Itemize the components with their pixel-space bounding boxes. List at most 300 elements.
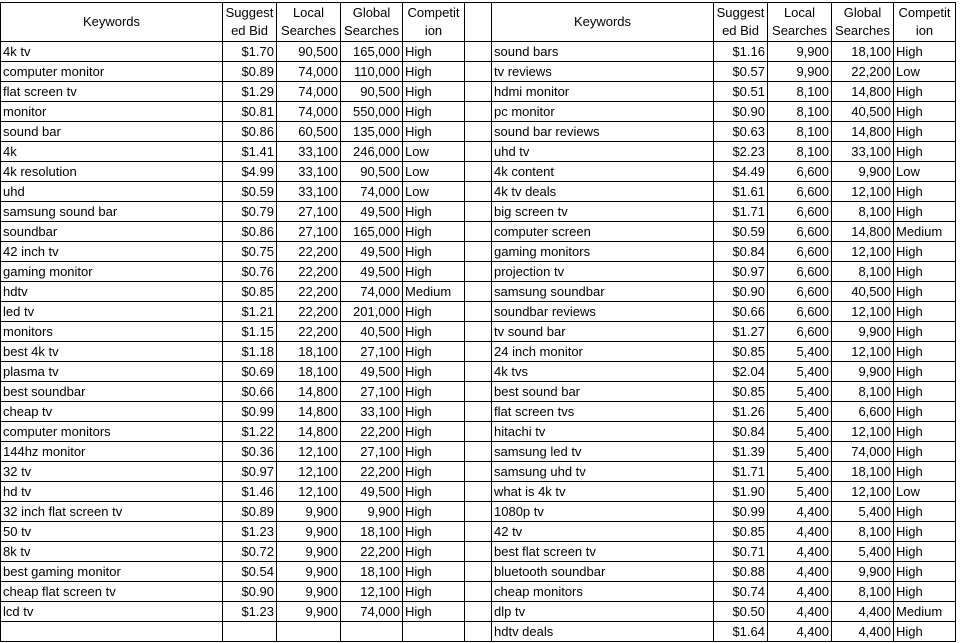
bid-cell: $1.90 [714,482,768,502]
spacer-cell [465,342,492,362]
competition-cell: High [403,542,465,562]
competition-cell: High [403,322,465,342]
competition-cell: High [894,142,956,162]
spacer-cell [465,462,492,482]
bid-cell: $0.97 [223,462,277,482]
keyword-cell: 4k tvs [492,362,714,382]
local-searches-cell: 5,400 [768,402,832,422]
global-searches-cell: 4,400 [832,622,894,642]
spacer-cell [465,302,492,322]
global-searches-cell: 40,500 [832,282,894,302]
competition-cell: High [894,382,956,402]
bid-cell: $1.23 [223,522,277,542]
competition-cell: High [403,402,465,422]
local-searches-cell: 74,000 [277,82,341,102]
global-searches-cell: 27,100 [341,382,403,402]
local-searches-cell: 22,200 [277,282,341,302]
table-row [1,562,956,582]
spacer-cell [465,262,492,282]
bid-cell: $0.59 [714,222,768,242]
table-row [1,362,956,382]
keyword-cell: 8k tv [1,542,223,562]
local-searches-cell: 6,600 [768,322,832,342]
spacer-cell [465,162,492,182]
keyword-cell: hitachi tv [492,422,714,442]
table-row [1,302,956,322]
global-searches-cell: 8,100 [832,522,894,542]
local-searches-cell: 5,400 [768,462,832,482]
global-searches-cell: 5,400 [832,542,894,562]
local-searches-cell: 33,100 [277,162,341,182]
competition-cell: High [403,122,465,142]
local-searches-cell: 9,900 [277,562,341,582]
bid-cell: $1.70 [223,42,277,62]
competition-cell: High [403,522,465,542]
global-searches-cell: 90,500 [341,82,403,102]
global-searches-cell: 9,900 [341,502,403,522]
global-searches-cell: 165,000 [341,222,403,242]
bid-cell: $1.21 [223,302,277,322]
header-keywords-left: Keywords [1,3,223,42]
keyword-cell: samsung soundbar [492,282,714,302]
keyword-cell: samsung uhd tv [492,462,714,482]
competition-cell: High [894,522,956,542]
table-row [1,462,956,482]
competition-cell: High [403,442,465,462]
bid-cell: $1.71 [714,462,768,482]
local-searches-cell: 4,400 [768,582,832,602]
competition-cell: Low [403,142,465,162]
local-searches-cell: 4,400 [768,502,832,522]
competition-cell: High [894,302,956,322]
keyword-cell: tv sound bar [492,322,714,342]
keyword-cell: flat screen tvs [492,402,714,422]
keyword-cell: sound bars [492,42,714,62]
spacer-cell [465,3,492,42]
local-searches-cell: 6,600 [768,222,832,242]
spacer-cell [465,522,492,542]
global-searches-cell: 9,900 [832,562,894,582]
competition-cell: High [894,282,956,302]
global-searches-cell: 74,000 [341,602,403,622]
competition-cell: High [894,342,956,362]
keyword-cell: best soundbar [1,382,223,402]
competition-cell: High [894,82,956,102]
table-row [1,582,956,602]
spacer-cell [465,102,492,122]
bid-cell: $1.16 [714,42,768,62]
keyword-cell: 4k [1,142,223,162]
global-searches-cell: 18,100 [341,562,403,582]
keyword-cell: soundbar [1,222,223,242]
spacer-cell [465,142,492,162]
competition-cell: High [403,482,465,502]
global-searches-cell: 27,100 [341,442,403,462]
local-searches-cell: 5,400 [768,442,832,462]
global-searches-cell: 12,100 [832,482,894,502]
global-searches-cell: 5,400 [832,502,894,522]
bid-cell: $0.76 [223,262,277,282]
global-searches-cell: 14,800 [832,222,894,242]
local-searches-cell: 5,400 [768,422,832,442]
bid-cell: $2.23 [714,142,768,162]
competition-cell: Low [894,482,956,502]
spacer-cell [465,582,492,602]
bid-cell: $0.57 [714,62,768,82]
table-row [1,622,956,642]
bid-cell: $1.64 [714,622,768,642]
global-searches-cell: 4,400 [832,602,894,622]
local-searches-cell: 74,000 [277,102,341,122]
local-searches-cell: 14,800 [277,402,341,422]
global-searches-cell: 201,000 [341,302,403,322]
local-searches-cell: 4,400 [768,542,832,562]
local-searches-cell: 9,900 [277,522,341,542]
global-searches-cell: 74,000 [832,442,894,462]
competition-cell: High [894,622,956,642]
competition-cell: High [403,82,465,102]
spacer-cell [465,322,492,342]
local-searches-cell: 33,100 [277,182,341,202]
header-competition-right: Competit ion [894,3,956,42]
local-searches-cell: 8,100 [768,122,832,142]
bid-cell: $2.04 [714,362,768,382]
keyword-cell: 4k content [492,162,714,182]
local-searches-cell: 5,400 [768,342,832,362]
table-row [1,82,956,102]
local-searches-cell: 6,600 [768,262,832,282]
local-searches-cell: 74,000 [277,62,341,82]
keyword-cell: hdtv [1,282,223,302]
spacer-cell [465,602,492,622]
local-searches-cell: 9,900 [277,502,341,522]
bid-cell: $1.61 [714,182,768,202]
competition-cell: High [403,262,465,282]
local-searches-cell: 8,100 [768,142,832,162]
local-searches-cell: 6,600 [768,202,832,222]
table-row [1,422,956,442]
competition-cell: High [894,442,956,462]
bid-cell: $1.15 [223,322,277,342]
keyword-cell: lcd tv [1,602,223,622]
table-row [1,542,956,562]
global-searches-cell: 12,100 [832,342,894,362]
global-searches-cell: 22,200 [341,422,403,442]
keyword-cell: 50 tv [1,522,223,542]
competition-cell: High [403,242,465,262]
global-searches-cell: 8,100 [832,262,894,282]
keyword-cell: samsung led tv [492,442,714,462]
competition-cell: High [894,362,956,382]
global-searches-cell: 12,100 [341,582,403,602]
keyword-cell: sound bar [1,122,223,142]
local-searches-cell: 18,100 [277,362,341,382]
table-row [1,282,956,302]
competition-cell: High [403,342,465,362]
keyword-cell: sound bar reviews [492,122,714,142]
competition-cell: High [894,462,956,482]
bid-cell: $0.99 [223,402,277,422]
bid-cell: $0.85 [223,282,277,302]
keyword-cell: hd tv [1,482,223,502]
keyword-cell: pc monitor [492,102,714,122]
bid-cell: $0.84 [714,242,768,262]
spacer-cell [465,542,492,562]
competition-cell: High [403,422,465,442]
local-searches-cell: 9,900 [768,42,832,62]
keyword-cell: 32 inch flat screen tv [1,502,223,522]
global-searches-cell: 9,900 [832,162,894,182]
global-searches-cell: 6,600 [832,402,894,422]
spacer-cell [465,62,492,82]
table-row [1,482,956,502]
bid-cell: $0.99 [714,502,768,522]
local-searches-cell: 9,900 [768,62,832,82]
header-bid-left: Suggest ed Bid [223,3,277,42]
local-searches-cell [277,622,341,642]
bid-cell: $0.69 [223,362,277,382]
keyword-cell: 144hz monitor [1,442,223,462]
local-searches-cell: 5,400 [768,482,832,502]
spacer-cell [465,402,492,422]
competition-cell: High [894,122,956,142]
header-competition-left: Competit ion [403,3,465,42]
keyword-cell: best sound bar [492,382,714,402]
keyword-cell: bluetooth soundbar [492,562,714,582]
keyword-cell: 42 tv [492,522,714,542]
keyword-cell: hdmi monitor [492,82,714,102]
competition-cell: High [403,42,465,62]
local-searches-cell: 12,100 [277,462,341,482]
global-searches-cell: 12,100 [832,182,894,202]
global-searches-cell: 110,000 [341,62,403,82]
bid-cell: $0.63 [714,122,768,142]
table-row [1,402,956,422]
keyword-cell: cheap monitors [492,582,714,602]
bid-cell: $0.59 [223,182,277,202]
global-searches-cell: 8,100 [832,582,894,602]
table-row [1,262,956,282]
keyword-cell: 4k resolution [1,162,223,182]
table-row [1,342,956,362]
global-searches-cell: 246,000 [341,142,403,162]
bid-cell: $1.27 [714,322,768,342]
keyword-cell: computer screen [492,222,714,242]
keyword-cell: hdtv deals [492,622,714,642]
bid-cell: $0.88 [714,562,768,582]
competition-cell: High [894,542,956,562]
keyword-cell: monitor [1,102,223,122]
table-row [1,162,956,182]
local-searches-cell: 14,800 [277,422,341,442]
bid-cell: $0.71 [714,542,768,562]
local-searches-cell: 22,200 [277,322,341,342]
competition-cell: High [403,102,465,122]
table-row [1,122,956,142]
bid-cell: $0.97 [714,262,768,282]
global-searches-cell: 22,200 [341,462,403,482]
keyword-cell: cheap flat screen tv [1,582,223,602]
competition-cell: High [894,562,956,582]
local-searches-cell: 22,200 [277,302,341,322]
spacer-cell [465,242,492,262]
keyword-cell: soundbar reviews [492,302,714,322]
bid-cell: $0.54 [223,562,277,582]
table-row [1,442,956,462]
local-searches-cell: 90,500 [277,42,341,62]
local-searches-cell: 5,400 [768,362,832,382]
spacer-cell [465,562,492,582]
bid-cell: $0.86 [223,222,277,242]
local-searches-cell: 6,600 [768,162,832,182]
header-keywords-right: Keywords [492,3,714,42]
bid-cell: $0.50 [714,602,768,622]
global-searches-cell: 40,500 [341,322,403,342]
bid-cell: $0.84 [714,422,768,442]
bid-cell: $1.18 [223,342,277,362]
competition-cell: High [403,222,465,242]
table-row [1,42,956,62]
competition-cell: High [894,242,956,262]
competition-cell: Low [403,182,465,202]
local-searches-cell: 22,200 [277,242,341,262]
global-searches-cell: 9,900 [832,322,894,342]
global-searches-cell: 14,800 [832,82,894,102]
keyword-cell: dlp tv [492,602,714,622]
competition-cell: High [403,562,465,582]
bid-cell: $0.66 [223,382,277,402]
competition-cell [403,622,465,642]
global-searches-cell: 74,000 [341,282,403,302]
competition-cell: High [894,182,956,202]
header-global-right: Global Searches [832,3,894,42]
global-searches-cell: 40,500 [832,102,894,122]
local-searches-cell: 60,500 [277,122,341,142]
keyword-cell: gaming monitors [492,242,714,262]
keyword-cell [1,622,223,642]
global-searches-cell: 12,100 [832,422,894,442]
header-row [1,3,956,42]
bid-cell: $0.72 [223,542,277,562]
competition-cell: Medium [894,602,956,622]
local-searches-cell: 6,600 [768,182,832,202]
table-body [1,42,956,642]
keyword-cell: 24 inch monitor [492,342,714,362]
keyword-cell: tv reviews [492,62,714,82]
local-searches-cell: 4,400 [768,522,832,542]
competition-cell: High [894,102,956,122]
global-searches-cell: 49,500 [341,202,403,222]
table-row [1,522,956,542]
table-row [1,502,956,522]
competition-cell: High [403,202,465,222]
global-searches-cell: 18,100 [341,522,403,542]
global-searches-cell: 49,500 [341,362,403,382]
keyword-cell: led tv [1,302,223,322]
bid-cell: $1.39 [714,442,768,462]
competition-cell: High [403,602,465,622]
spacer-cell [465,502,492,522]
competition-cell: High [894,502,956,522]
bid-cell: $0.85 [714,522,768,542]
spacer-cell [465,362,492,382]
global-searches-cell: 14,800 [832,122,894,142]
competition-cell: High [894,262,956,282]
bid-cell: $0.89 [223,502,277,522]
keyword-cell: plasma tv [1,362,223,382]
bid-cell: $4.49 [714,162,768,182]
table-row [1,62,956,82]
global-searches-cell: 12,100 [832,242,894,262]
global-searches-cell: 165,000 [341,42,403,62]
competition-cell: Low [403,162,465,182]
local-searches-cell: 18,100 [277,342,341,362]
header-local-right: Local Searches [768,3,832,42]
bid-cell: $0.86 [223,122,277,142]
bid-cell: $0.89 [223,62,277,82]
table-row [1,602,956,622]
bid-cell: $0.81 [223,102,277,122]
header-global-left: Global Searches [341,3,403,42]
keyword-cell: 42 inch tv [1,242,223,262]
local-searches-cell: 22,200 [277,262,341,282]
local-searches-cell: 12,100 [277,482,341,502]
bid-cell: $0.66 [714,302,768,322]
local-searches-cell: 9,900 [277,602,341,622]
competition-cell: High [894,582,956,602]
competition-cell: High [403,302,465,322]
global-searches-cell: 74,000 [341,182,403,202]
spacer-cell [465,42,492,62]
local-searches-cell: 6,600 [768,242,832,262]
local-searches-cell: 5,400 [768,382,832,402]
spacer-cell [465,382,492,402]
competition-cell: Low [894,162,956,182]
table-row [1,222,956,242]
global-searches-cell: 33,100 [832,142,894,162]
keyword-cell: best flat screen tv [492,542,714,562]
bid-cell: $0.51 [714,82,768,102]
global-searches-cell: 22,200 [832,62,894,82]
keyword-cell: projection tv [492,262,714,282]
global-searches-cell [341,622,403,642]
keyword-cell: 32 tv [1,462,223,482]
bid-cell: $0.79 [223,202,277,222]
competition-cell: Low [894,62,956,82]
keyword-cell: flat screen tv [1,82,223,102]
bid-cell: $1.29 [223,82,277,102]
competition-cell: High [894,422,956,442]
competition-cell: High [403,62,465,82]
bid-cell: $1.71 [714,202,768,222]
header-bid-right: Suggest ed Bid [714,3,768,42]
global-searches-cell: 12,100 [832,302,894,322]
table-row [1,182,956,202]
keyword-cell: computer monitors [1,422,223,442]
bid-cell: $1.41 [223,142,277,162]
spacer-cell [465,422,492,442]
spacer-cell [465,482,492,502]
keyword-cell: 4k tv [1,42,223,62]
local-searches-cell: 8,100 [768,102,832,122]
competition-cell: High [403,462,465,482]
bid-cell: $0.90 [223,582,277,602]
spacer-cell [465,282,492,302]
local-searches-cell: 4,400 [768,562,832,582]
local-searches-cell: 6,600 [768,302,832,322]
competition-cell: High [894,322,956,342]
competition-cell: High [894,42,956,62]
